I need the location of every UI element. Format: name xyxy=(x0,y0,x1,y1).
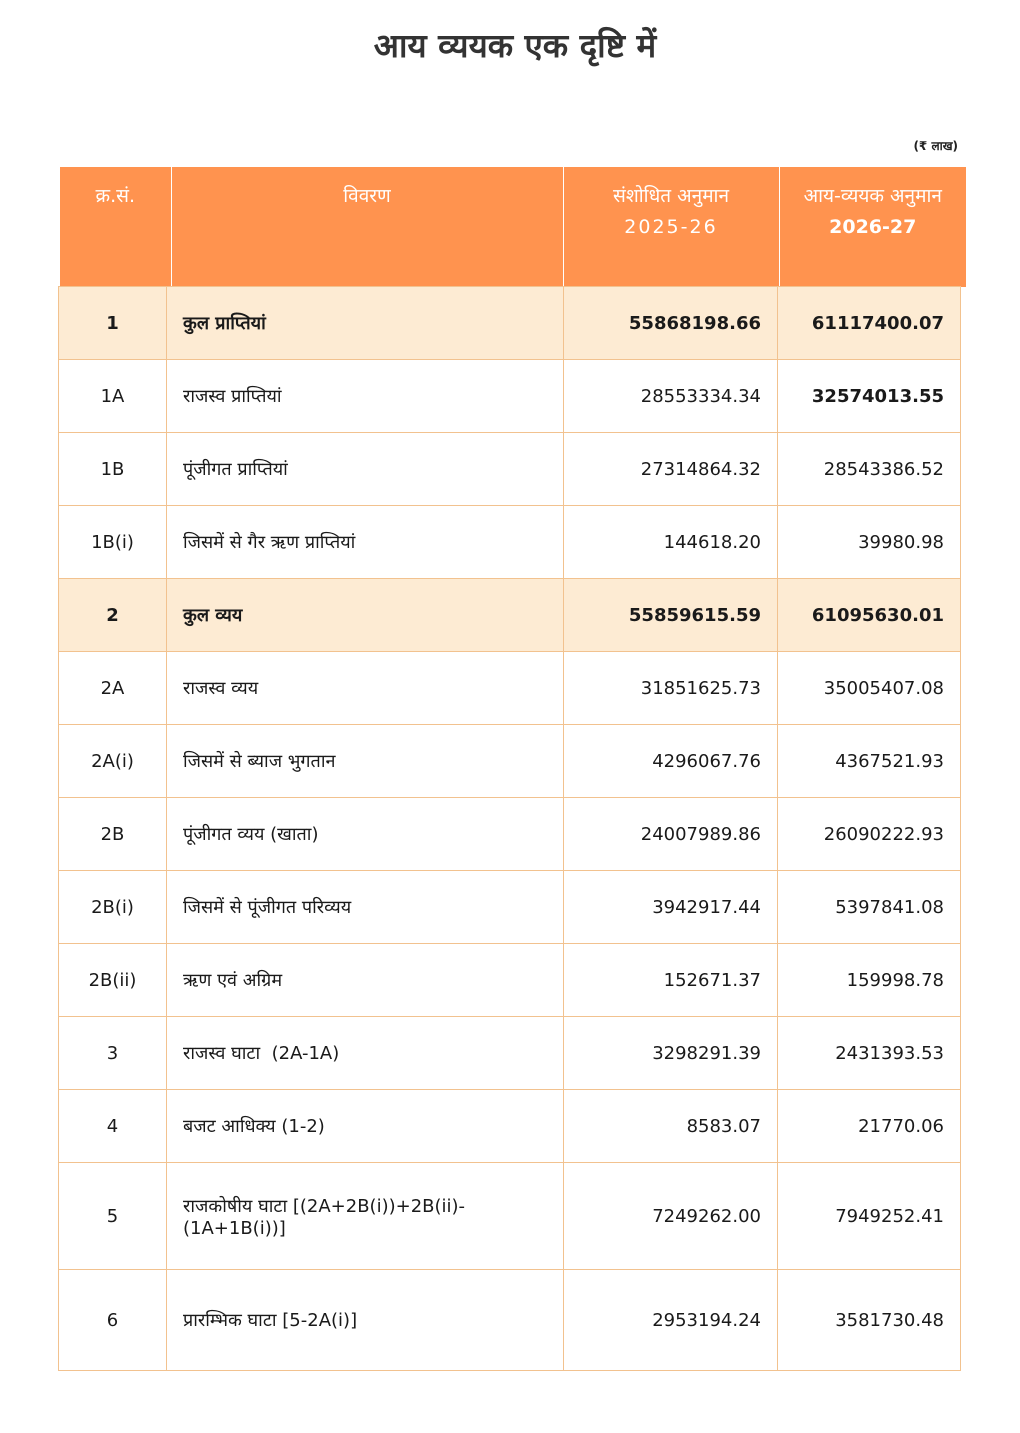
row-serial: 2B xyxy=(59,798,167,871)
row-budget-value: 26090222.93 xyxy=(778,798,961,871)
row-description: राजस्व प्राप्तियां xyxy=(167,360,564,433)
row-description: ऋण एवं अग्रिम xyxy=(167,944,564,1017)
row-budget-value: 5397841.08 xyxy=(778,871,961,944)
row-revised-value: 8583.07 xyxy=(564,1090,778,1163)
row-description: पूंजीगत व्यय (खाता) xyxy=(167,798,564,871)
row-revised-value: 152671.37 xyxy=(564,944,778,1017)
row-description: जिसमें से ब्याज भुगतान xyxy=(167,725,564,798)
table-row xyxy=(59,1163,961,1270)
header-budget-estimate xyxy=(779,167,966,287)
table-row xyxy=(59,506,961,579)
row-description: जिसमें से पूंजीगत परिव्यय xyxy=(167,871,564,944)
row-serial: 6 xyxy=(59,1270,167,1371)
row-revised-value: 144618.20 xyxy=(564,506,778,579)
row-budget-value: 39980.98 xyxy=(778,506,961,579)
table-header xyxy=(60,167,966,287)
table-row xyxy=(59,1270,961,1371)
table-row xyxy=(59,287,961,360)
row-revised-value: 55868198.66 xyxy=(564,287,778,360)
row-serial: 2A(i) xyxy=(59,725,167,798)
header-revised-label: संशोधित अनुमान xyxy=(612,185,730,207)
row-description: राजस्व घाटा (2A-1A) xyxy=(167,1017,564,1090)
row-budget-value: 61095630.01 xyxy=(778,579,961,652)
row-budget-value: 61117400.07 xyxy=(778,287,961,360)
row-revised-value: 55859615.59 xyxy=(564,579,778,652)
row-budget-value: 28543386.52 xyxy=(778,433,961,506)
unit-note: (₹ लाख) xyxy=(913,139,958,153)
table-row xyxy=(59,652,961,725)
row-budget-value: 3581730.48 xyxy=(778,1270,961,1371)
header-serial: क्र.सं. xyxy=(60,167,171,287)
row-revised-value: 3942917.44 xyxy=(564,871,778,944)
row-description: पूंजीगत प्राप्तियां xyxy=(167,433,564,506)
row-description: राजस्व व्यय xyxy=(167,652,564,725)
row-serial: 1A xyxy=(59,360,167,433)
table-row xyxy=(59,360,961,433)
row-budget-value: 7949252.41 xyxy=(778,1163,961,1270)
table-row xyxy=(59,871,961,944)
table-row xyxy=(59,798,961,871)
row-revised-value: 2953194.24 xyxy=(564,1270,778,1371)
header-row xyxy=(60,167,966,287)
header-budget-year: 2026-27 xyxy=(829,216,917,238)
table-row xyxy=(59,1090,961,1163)
table-row xyxy=(59,944,961,1017)
row-serial: 1 xyxy=(59,287,167,360)
row-description: कुल व्यय xyxy=(167,579,564,652)
row-revised-value: 24007989.86 xyxy=(564,798,778,871)
row-budget-value: 35005407.08 xyxy=(778,652,961,725)
header-revised-estimate xyxy=(563,167,779,287)
header-revised-year: 2025-26 xyxy=(624,216,718,238)
table-row xyxy=(59,1017,961,1090)
row-serial: 2 xyxy=(59,579,167,652)
row-description: प्रारम्भिक घाटा [5-2A(i)] xyxy=(167,1270,564,1371)
row-budget-value: 159998.78 xyxy=(778,944,961,1017)
row-revised-value: 31851625.73 xyxy=(564,652,778,725)
table-row xyxy=(59,579,961,652)
row-revised-value: 4296067.76 xyxy=(564,725,778,798)
table-row xyxy=(59,433,961,506)
row-revised-value: 28553334.34 xyxy=(564,360,778,433)
row-serial: 3 xyxy=(59,1017,167,1090)
row-serial: 1B xyxy=(59,433,167,506)
table-row xyxy=(59,725,961,798)
row-budget-value: 2431393.53 xyxy=(778,1017,961,1090)
row-description: बजट आधिक्य (1-2) xyxy=(167,1090,564,1163)
row-serial: 2A xyxy=(59,652,167,725)
row-serial: 4 xyxy=(59,1090,167,1163)
row-budget-value: 4367521.93 xyxy=(778,725,961,798)
row-budget-value: 21770.06 xyxy=(778,1090,961,1163)
row-serial: 1B(i) xyxy=(59,506,167,579)
row-revised-value: 7249262.00 xyxy=(564,1163,778,1270)
page-title: आय व्ययक एक दृष्टि में xyxy=(373,26,657,65)
row-description: राजकोषीय घाटा [(2A+2B(i))+2B(ii)-(1A+1B(i))] xyxy=(167,1163,564,1270)
row-serial: 2B(ii) xyxy=(59,944,167,1017)
row-description: जिसमें से गैर ऋण प्राप्तियां xyxy=(167,506,564,579)
row-revised-value: 3298291.39 xyxy=(564,1017,778,1090)
row-serial: 5 xyxy=(59,1163,167,1270)
header-budget-label: आय-व्ययक अनुमान xyxy=(803,185,942,207)
row-budget-value: 32574013.55 xyxy=(778,360,961,433)
budget-table xyxy=(58,286,961,1371)
row-serial: 2B(i) xyxy=(59,871,167,944)
row-description: कुल प्राप्तियां xyxy=(167,287,564,360)
header-description: विवरण xyxy=(171,167,563,287)
row-revised-value: 27314864.32 xyxy=(564,433,778,506)
